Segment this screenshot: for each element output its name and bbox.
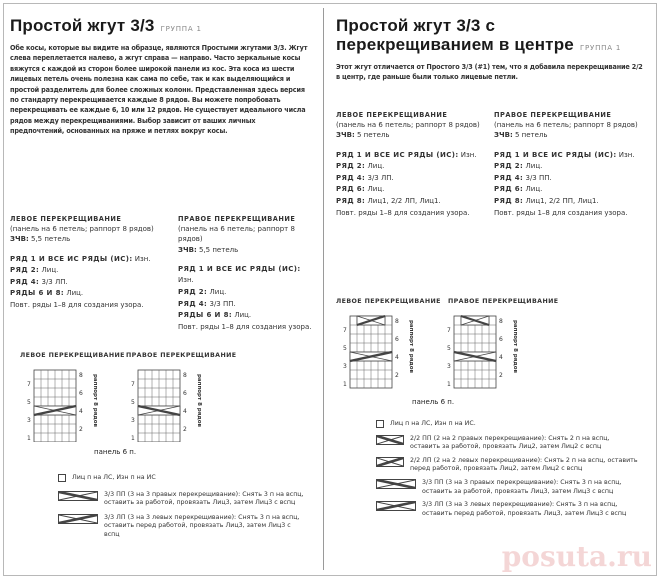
right-chart-caption-right: ПРАВОЕ ПЕРЕКРЕЩИВАНИЕ [448,298,559,305]
row-number: 5 [447,345,451,352]
row-number: 6 [395,336,399,343]
rapport-label: раппорт 8 рядов [512,320,518,373]
right-cross-2x2-icon [376,435,404,445]
right-cross-3x3-icon [58,491,98,501]
row-number: 7 [27,381,31,388]
rapport-label: раппорт 8 рядов [196,374,202,427]
row-number: 5 [343,345,347,352]
row-number: 8 [79,372,83,379]
left-legend: Лиц п на ЛС, Изн п на ИС 3/3 ПП (3 на 3 правых перекрещивание): Снять 3 п на вспц, оставить за работой, провязать Лиц3, затем Лиц3 с вспц 3/3 ЛП (3 на 3 левых перекрещивание): Снять 3 п на вспц, оставить перед работой, провязать Лиц3, затем Лиц3 с вспц [58,474,308,540]
left-chart-caption-right: ПРАВОЕ ПЕРЕКРЕЩИВАНИЕ [126,352,237,359]
right-title: Простой жгут 3/3 с перекрещиванием в центре ГРУППА 1 [336,16,622,54]
left-title: Простой жгут 3/3 ГРУППА 1 [10,16,202,35]
right-legend: Лиц п на ЛС, Изн п на ИС. 2/2 ПП (2 на 2 правых перекрещивание): Снять 2 п на вспц, оставить за работой, провязать Лиц2, затем Лиц2 с вспц 2/2 ЛП (2 на 2 левых перекрещивание): Снять 2 п на вспц, оставить перед работой, провязать Лиц2, затем Лиц2 с вспц 3/3 ПП (3 на 3 правых перекрещивание): Снять 3 п на вспц, оставить за работой, провязать Лиц3, затем Лиц3 с вспц 3/3 ЛП (3 на 3 левых перекрещивание): Снять 3 п на вспц, оставить перед работой, провязать Лиц3, затем Лиц3 с вспц [376,420,646,518]
left-cross-3x3-icon [58,514,98,524]
row-number: 7 [343,327,347,334]
right-cross-right-block: ПРАВОЕ ПЕРЕКРЕЩИВАНИЕ (панель на 6 петель; раппорт 8 рядов) ЗЧВ: 5 петель РЯД 1 И ВСЕ ИС РЯДЫ (ИС): Изн. РЯД 2: Лиц. РЯД 4: 3/3 ПП. РЯД 6: Лиц. РЯД 8: Лиц1, 2/2 ПП, Лиц1. Повт. ряды 1–8 для создания узора. [494,111,638,217]
row-number: 2 [183,426,187,433]
row-number: 7 [447,327,451,334]
left-cross-right-block: ПРАВОЕ ПЕРЕКРЕЩИВАНИЕ (панель на 6 петель; раппорт 8 рядов) ЗЧВ: 5,5 петель РЯД 1 И ВСЕ ИС РЯДЫ (ИС): Изн. РЯД 2: Лиц. РЯД 4: 3/3 ПП. РЯДЫ 6 И 8: Лиц. Повт. ряды 1–8 для создания узора. [178,215,312,331]
row-number: 3 [343,363,347,370]
left-cross-3x3-icon [376,501,416,511]
right-cross-left-block: ЛЕВОЕ ПЕРЕКРЕЩИВАНИЕ (панель на 6 петель; раппорт 8 рядов) ЗЧВ: 5 петель РЯД 1 И ВСЕ ИС РЯДЫ (ИС): Изн. РЯД 2: Лиц. РЯД 4: 3/3 ЛП. РЯД 6: Лиц. РЯД 8: Лиц1, 2/2 ЛП, Лиц1. Повт. ряды 1–8 для создания узора. [336,111,480,217]
row-number: 1 [131,435,135,442]
rapport-label: раппорт 8 рядов [408,320,414,373]
row-number: 8 [183,372,187,379]
knit-symbol-icon [376,420,384,428]
left-intro: Обе косы, которые вы видите на образце, являются Простыми жгутами 3/3. Жгут слева переплетается налево, а жгут справа — направо. Часто зеркальные косы вяжутся с каждой из сторон более широкой панели из кос. Эта коса из шести лицевых петель очень полезна как сама по себе, так и как выделяющийся и простой разделитель для более сложных колонн. Представленная здесь версия по стандарту перекрещивается каждые 8 рядов. Вы можете попробовать перекрещивать ее каждые 6, 10 или 12 рядов. Не существует идеального числа рядов между перекрещиваниями. Выбор зависит от ваших личных предпочтений, основанных на пряже и петлях вокруг косы. [10,43,308,136]
rapport-label: раппорт 8 рядов [92,374,98,427]
row-number: 4 [499,354,503,361]
right-intro: Этот жгут отличается от Простого 3/3 (#1) тем, что я добавила перекрещивание 2/2 в центр, где раньше были только лицевые петли. [336,62,643,82]
right-panel-label: панель 6 п. [412,398,455,406]
left-knit-charts [20,362,220,442]
row-number: 2 [79,426,83,433]
row-number: 1 [27,435,31,442]
right-chart-caption-left: ЛЕВОЕ ПЕРЕКРЕЩИВАНИЕ [336,298,441,305]
row-number: 1 [343,381,347,388]
right-group-label: ГРУППА 1 [579,44,622,52]
row-number: 6 [183,390,187,397]
row-number: 3 [27,417,31,424]
left-group-label: ГРУППА 1 [160,25,202,33]
heading: ЛЕВОЕ ПЕРЕКРЕЩИВАНИЕ [10,215,122,223]
row-number: 4 [395,354,399,361]
row-number: 2 [395,372,399,379]
row-number: 8 [395,318,399,325]
row-number: 3 [447,363,451,370]
row-number: 6 [79,390,83,397]
left-cross-left-block: ЛЕВОЕ ПЕРЕКРЕЩИВАНИЕ (панель на 6 петель; раппорт 8 рядов) ЗЧВ: 5,5 петель РЯД 1 И ВСЕ ИС РЯДЫ (ИС): Изн. РЯД 2: Лиц. РЯД 4: 3/3 ЛП. РЯДЫ 6 И 8: Лиц. Повт. ряды 1–8 для создания узора. [10,214,170,312]
row-number: 8 [499,318,503,325]
row-number: 6 [499,336,503,343]
right-cross-3x3-icon [376,479,416,489]
watermark: posuta.ru [501,540,652,573]
row-number: 1 [447,381,451,388]
row-number: 7 [131,381,135,388]
column-divider [323,8,324,570]
row-number: 2 [499,372,503,379]
row-number: 4 [183,408,187,415]
row-number: 5 [131,399,135,406]
left-chart-caption-left: ЛЕВОЕ ПЕРЕКРЕЩИВАНИЕ [20,352,125,359]
panel-text: (панель на 6 петель; раппорт 8 рядов) [10,225,154,234]
row-number: 5 [27,399,31,406]
row-number: 4 [79,408,83,415]
knit-symbol-icon [58,474,66,482]
right-knit-charts [336,310,536,390]
left-cross-2x2-icon [376,457,404,467]
row-number: 3 [131,417,135,424]
left-panel-label: панель 6 п. [94,448,137,456]
